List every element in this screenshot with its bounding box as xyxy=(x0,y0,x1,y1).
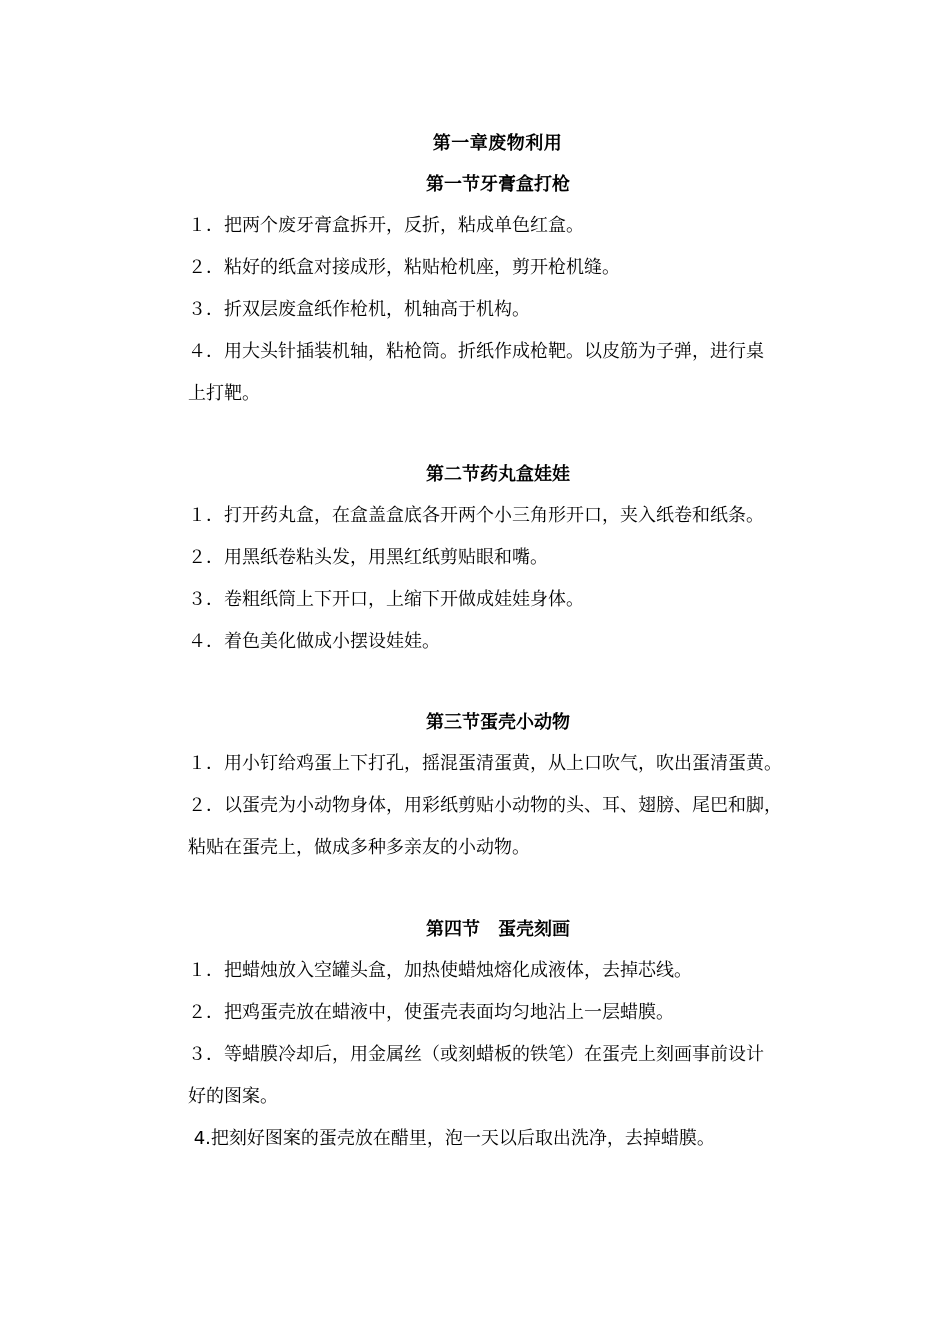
section-4-item-2: ２．把鸡蛋壳放在蜡液中，使蛋壳表面均匀地沾上一层蜡膜。 xyxy=(188,1002,674,1023)
section-4-item-3: ３．等蜡膜冷却后，用金属丝（或刻蜡板的铁笔）在蛋壳上刻画事前设计 xyxy=(188,1044,764,1065)
section-2-item-3: ３．卷粗纸筒上下开口，上缩下开做成娃娃身体。 xyxy=(188,589,584,610)
chapter-title: 第一章废物利用 xyxy=(432,133,563,154)
section-4-title: 第四节 蛋壳刻画 xyxy=(426,919,570,940)
section-4-item-1: １．把蜡烛放入空罐头盒，加热使蜡烛熔化成液体，去掉芯线。 xyxy=(188,960,692,981)
section-3-title: 第三节蛋壳小动物 xyxy=(426,712,570,733)
section-1-item-3: ３．折双层废盒纸作枪机，机轴高于机构。 xyxy=(188,299,530,320)
section-4 xyxy=(188,916,828,1160)
section-2-item-2: ２．用黑纸卷粘头发，用黑红纸剪贴眼和嘴。 xyxy=(188,547,548,568)
section-2 xyxy=(188,461,828,663)
section-1-item-1: １．把两个废牙膏盒拆开，反折，粘成单色红盒。 xyxy=(188,215,584,236)
section-1 xyxy=(188,171,828,415)
section-1-item-4-cont: 上打靶。 xyxy=(188,383,260,404)
section-1-item-2: ２．粘好的纸盒对接成形，粘贴枪机座，剪开枪机缝。 xyxy=(188,257,620,278)
section-4-item-3-cont: 好的图案。 xyxy=(188,1086,278,1107)
section-3-item-2: ２．以蛋壳为小动物身体，用彩纸剪贴小动物的头、耳、翅膀、尾巴和脚， xyxy=(188,795,782,816)
section-2-item-4: ４．着色美化做成小摆设娃娃。 xyxy=(188,631,440,652)
section-2-item-1: １．打开药丸盒，在盒盖盒底各开两个小三角形开口，夹入纸卷和纸条。 xyxy=(188,505,764,526)
section-1-title: 第一节牙膏盒打枪 xyxy=(426,174,570,195)
section-1-item-4: ４．用大头针插装机轴，粘枪筒。折纸作成枪靶。以皮筋为子弹，进行桌 xyxy=(188,341,764,362)
section-3-item-1: １．用小钉给鸡蛋上下打孔，摇混蛋清蛋黄，从上口吹气，吹出蛋清蛋黄。 xyxy=(188,753,782,774)
section-2-title: 第二节药丸盒娃娃 xyxy=(426,464,570,485)
section-3 xyxy=(188,709,828,869)
section-3-item-2-cont: 粘贴在蛋壳上，做成多种多亲友的小动物。 xyxy=(188,837,530,858)
section-4-item-4: 4.把刻好图案的蛋壳放在醋里，泡一天以后取出洗净，去掉蜡膜。 xyxy=(188,1128,715,1149)
